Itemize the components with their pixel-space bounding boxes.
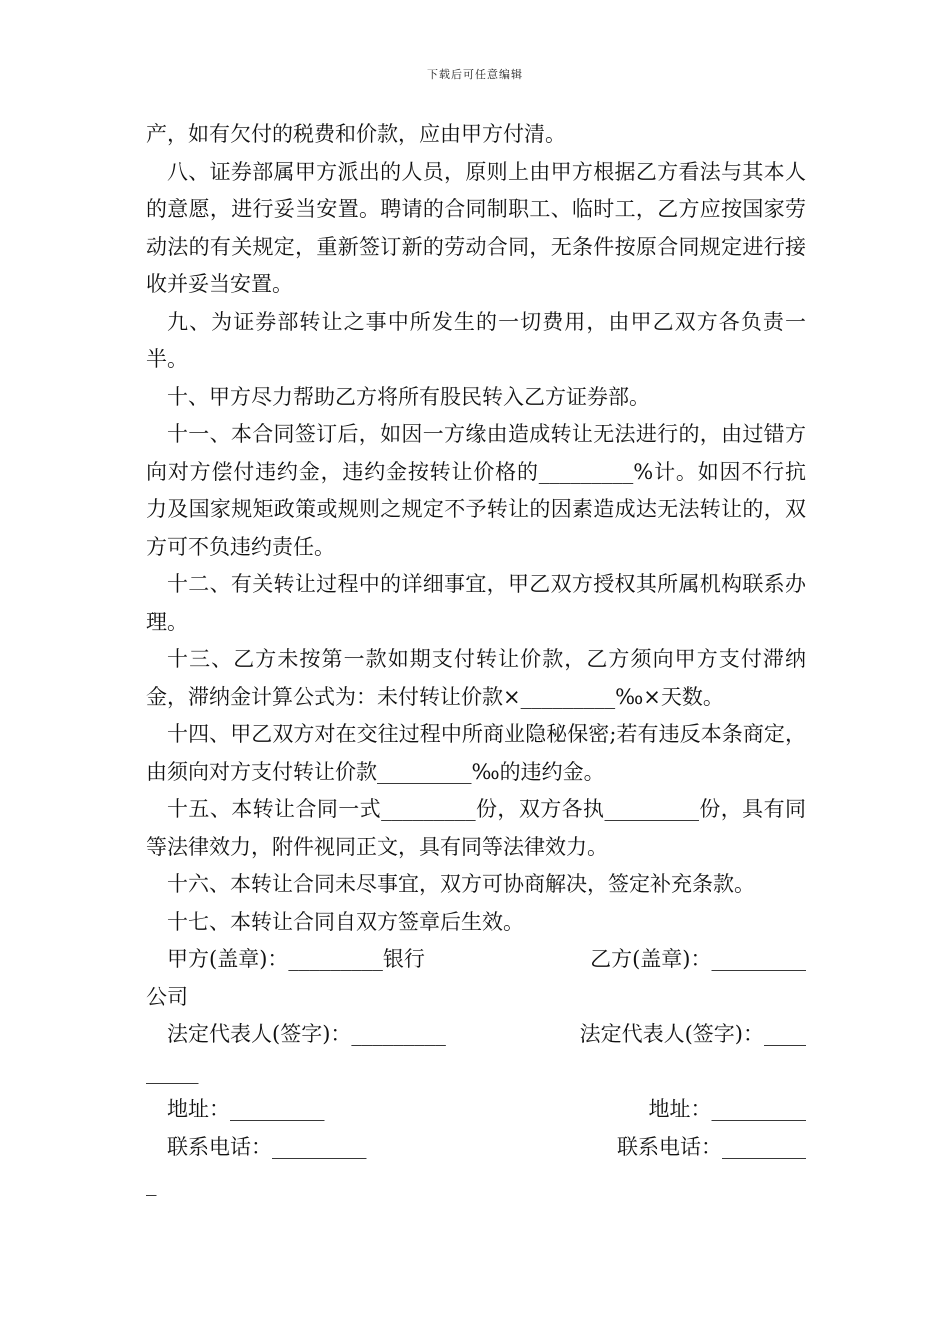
phone-row (146, 1129, 806, 1167)
party-b-representative-continuation: _____ (146, 1059, 199, 1084)
party-a-phone: 联系电话：_________ (167, 1134, 367, 1159)
contract-body (146, 116, 806, 1204)
party-a-representative: 法定代表人(签字)：_________ (167, 1022, 446, 1046)
clause-16: 十六、本转让合同未尽事宜，双方可协商解决，签定补充条款。 (167, 872, 755, 896)
address-row (146, 1091, 806, 1129)
party-a-seal: 甲方(盖章)：_________银行 (167, 947, 425, 971)
seal-row (146, 941, 806, 979)
clause-14: 十四、甲乙双方对在交往过程中所商业隐秘保密;若有违反本条商定，由须向对方支付转让价款_________‰的违约金。 (146, 722, 806, 784)
party-b-seal-continuation: 公司 (146, 984, 188, 1009)
party-b-address: 地址：_________ (648, 1097, 806, 1121)
clause-13: 十三、乙方未按第一款如期支付转让价款，乙方须向甲方支付滞纳金，滞纳金计算公式为：未付转让价款×_________‰×天数。 (146, 647, 806, 709)
clause-10: 十、甲方尽力帮助乙方将所有股民转入乙方证券部。 (167, 384, 650, 409)
clause-12: 十二、有关转让过程中的详细事宜，甲乙双方授权其所属机构联系办理。 (146, 572, 806, 634)
clause-11: 十一、本合同签订后，如因一方缘由造成转让无法进行的，由过错方向对方偿付违约金，违约金按转让价格的_________%计。如因不行抗力及国家规矩政策或规则之规定不予转让的因素造成达无法转让的，双方可不负违约责任。 (146, 422, 806, 559)
party-a-address: 地址：_________ (167, 1097, 325, 1121)
clause-8: 八、证券部属甲方派出的人员，原则上由甲方根据乙方看法与其本人的意愿，进行妥当安置。聘请的合同制职工、临时工，乙方应按国家劳动法的有关规定，重新签订新的劳动合同，无条件按原合同规定进行接收并妥当安置。 (146, 159, 806, 296)
clause-15: 十五、本转让合同一式_________份，双方各执_________份，具有同等法律效力，附件视同正文，具有同等法律效力。 (146, 797, 806, 859)
party-b-phone: 联系电话：________ (617, 1134, 806, 1159)
page-header-note: 下载后可任意编辑 (427, 68, 523, 81)
clause-9: 九、为证券部转让之事中所发生的一切费用，由甲乙双方各负责一半。 (146, 309, 806, 371)
party-b-phone-continuation: _ (146, 1172, 157, 1196)
representative-row (146, 1016, 806, 1054)
paragraph-continuation: 产，如有欠付的税费和价款，应由甲方付清。 (146, 122, 566, 146)
clause-17: 十七、本转让合同自双方签章后生效。 (167, 909, 524, 934)
party-b-representative: 法定代表人(签字)：____ (579, 1022, 806, 1046)
party-b-seal: 乙方(盖章)：_________ (590, 947, 806, 971)
